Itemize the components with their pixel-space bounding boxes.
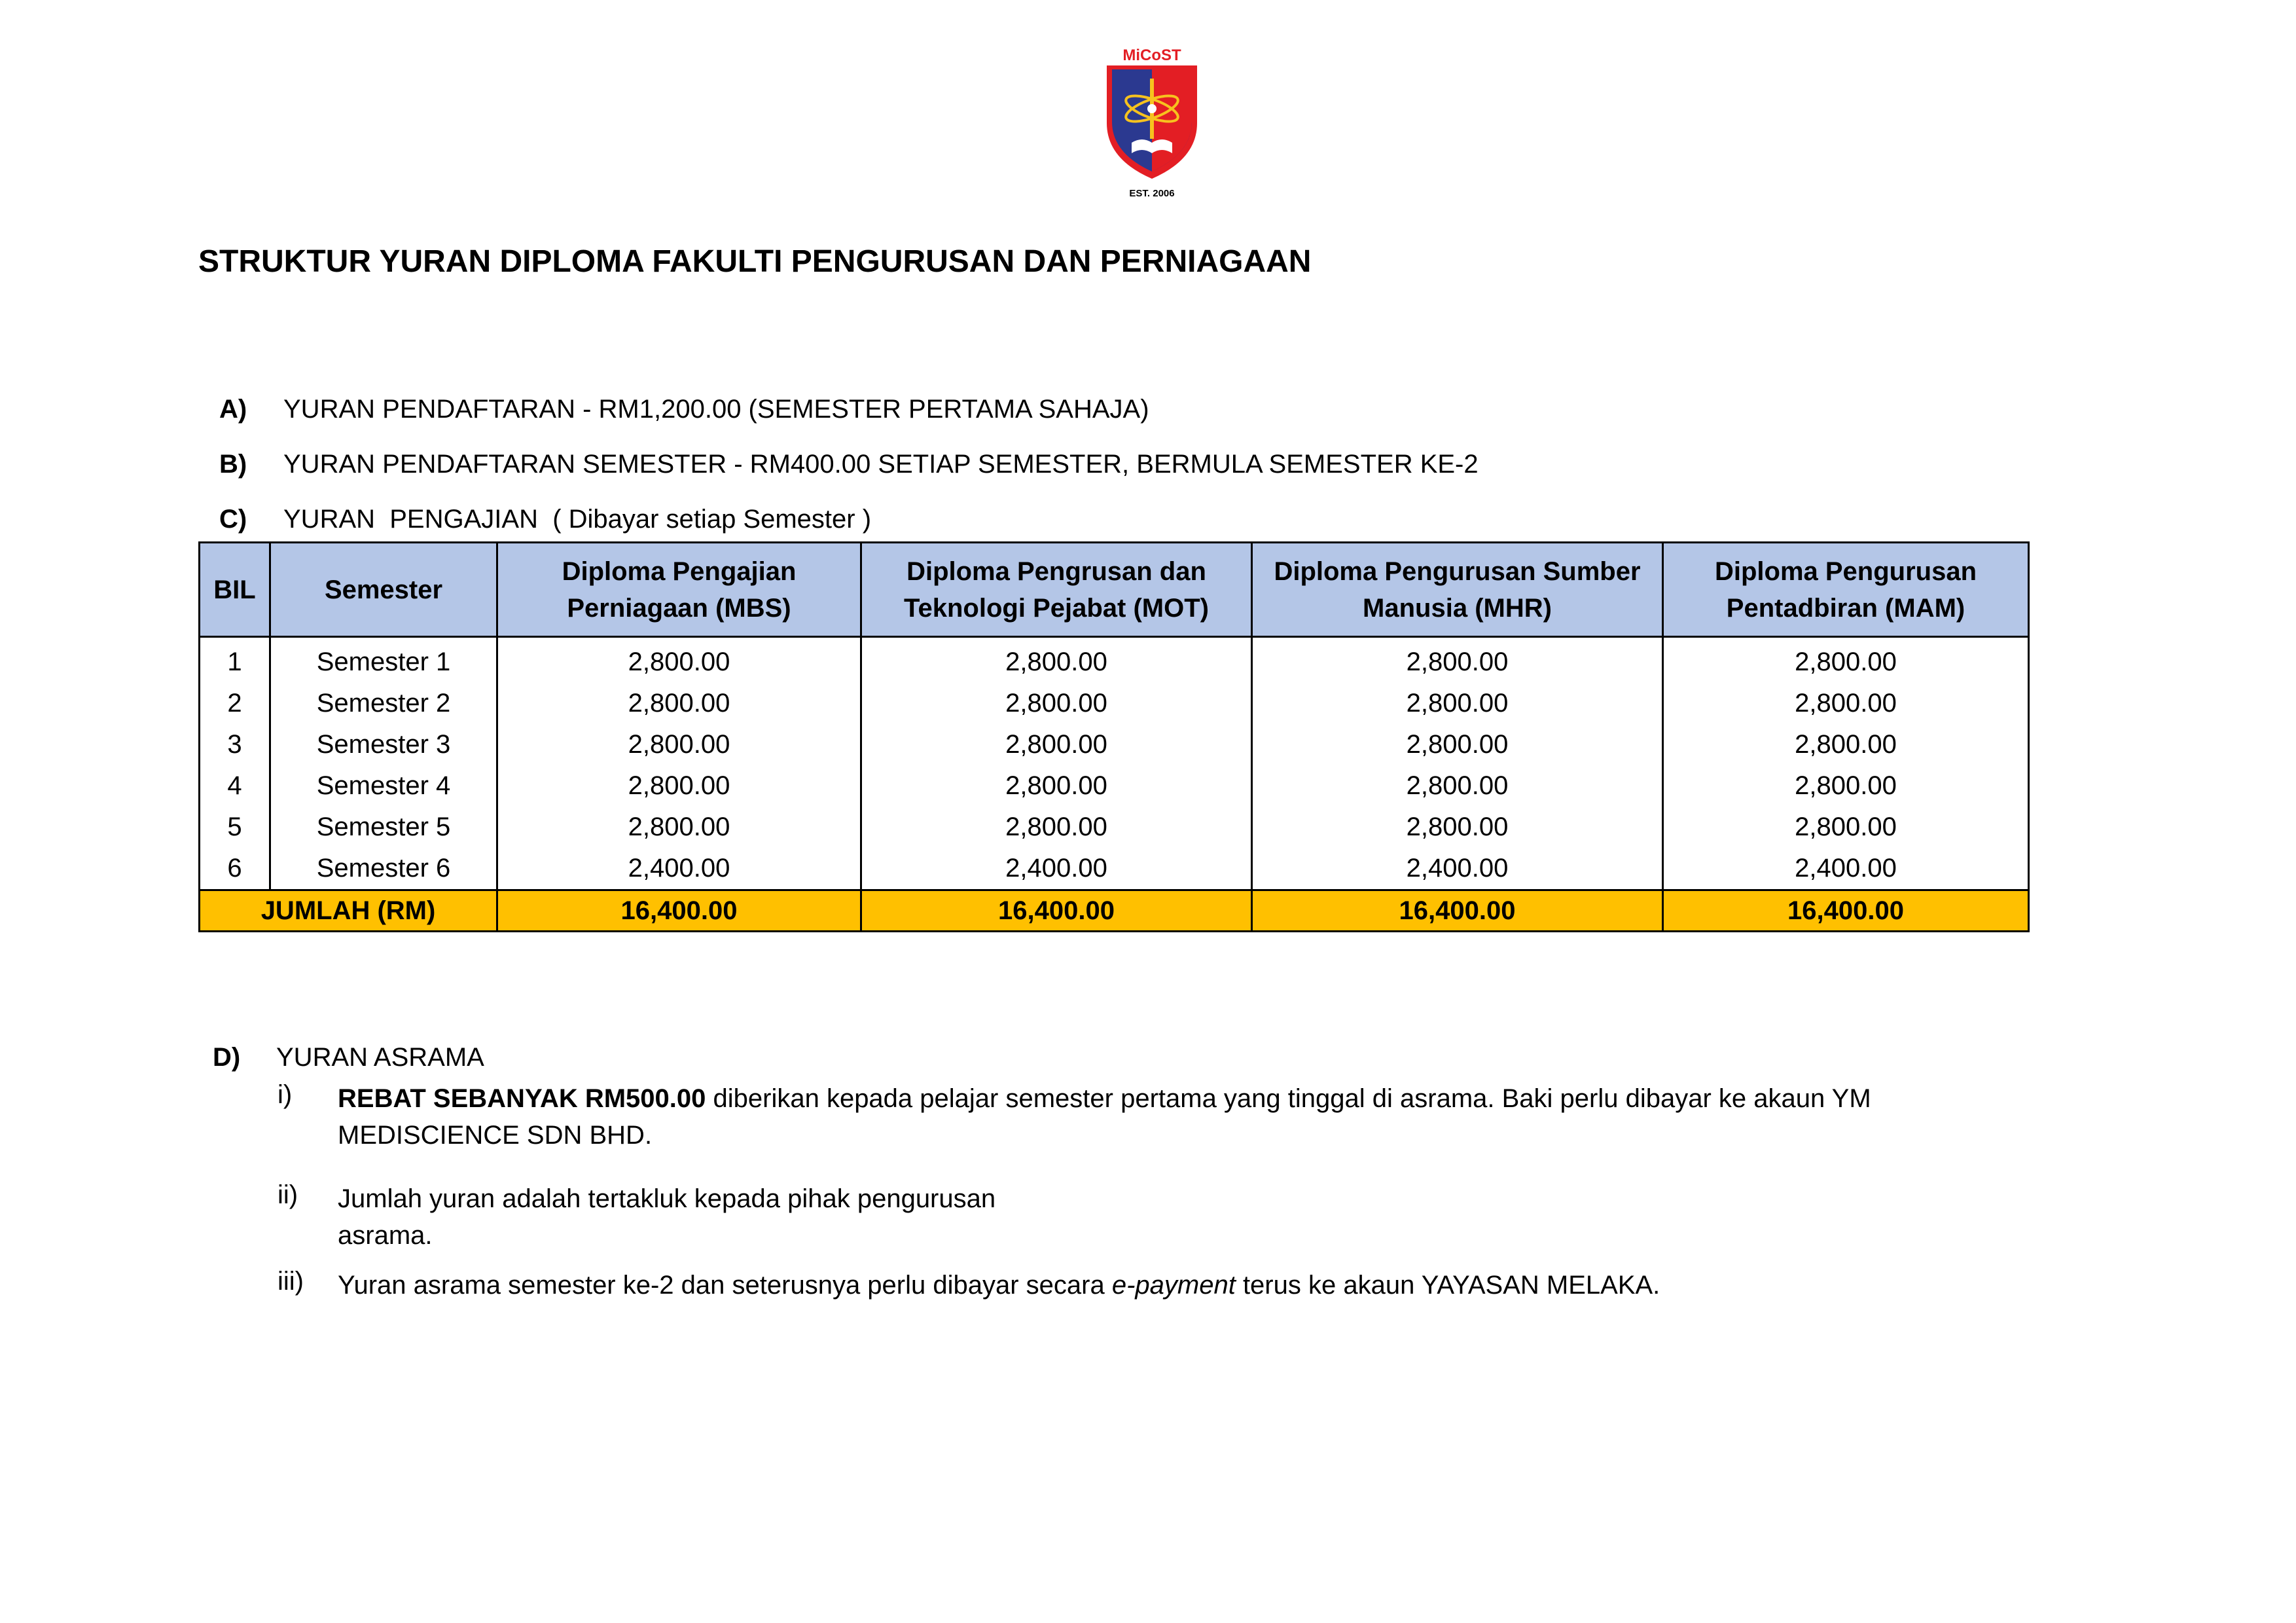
- cell-mbs: 2,400.00: [497, 848, 861, 890]
- item-text: [338, 1080, 1974, 1154]
- table-row: [200, 765, 2029, 807]
- section-a-text: YURAN PENDAFTARAN - RM1,200.00 (SEMESTER PERTAMA SAHAJA): [283, 395, 1149, 424]
- table-row: [200, 683, 2029, 724]
- cell-mam: 2,800.00: [1663, 724, 2029, 765]
- cell-mhr: 2,800.00: [1252, 724, 1663, 765]
- cell-mhr: 2,400.00: [1252, 848, 1663, 890]
- cell-mam: 2,800.00: [1663, 683, 2029, 724]
- header-mhr: [1252, 543, 1663, 637]
- item-text: [338, 1267, 1974, 1304]
- cell-mhr: 2,800.00: [1252, 637, 1663, 684]
- cell-mot: 2,800.00: [861, 807, 1252, 848]
- header-mam-line1: Diploma Pengurusan: [1714, 556, 1977, 586]
- item-italic-text: e-payment: [1111, 1271, 1236, 1300]
- total-mam: 16,400.00: [1663, 890, 2029, 932]
- item-text: Jumlah yuran adalah tertakluk kepada pihak pengurusan asrama.: [338, 1184, 996, 1250]
- fee-table: [198, 541, 2030, 932]
- cell-bil: 5: [200, 807, 270, 848]
- section-d-title: YURAN ASRAMA: [276, 1043, 484, 1072]
- header-mbs-line1: Diploma Pengajian: [562, 556, 797, 586]
- cell-mot: 2,800.00: [861, 637, 1252, 684]
- cell-mam: 2,800.00: [1663, 637, 2029, 684]
- header-mam: [1663, 543, 2029, 637]
- total-mhr: 16,400.00: [1252, 890, 1663, 932]
- item-number: ii): [278, 1180, 298, 1209]
- table-header-row: [200, 543, 2029, 637]
- cell-semester: Semester 5: [270, 807, 497, 848]
- cell-semester: Semester 1: [270, 637, 497, 684]
- cell-bil: 2: [200, 683, 270, 724]
- header-mbs: [497, 543, 861, 637]
- cell-mbs: 2,800.00: [497, 807, 861, 848]
- cell-mot: 2,800.00: [861, 765, 1252, 807]
- header-mhr-line2: Manusia (MHR): [1363, 593, 1552, 623]
- micost-logo: [1103, 45, 1201, 202]
- cell-mbs: 2,800.00: [497, 683, 861, 724]
- cell-bil: 4: [200, 765, 270, 807]
- cell-mam: 2,800.00: [1663, 807, 2029, 848]
- cell-mbs: 2,800.00: [497, 637, 861, 684]
- header-mhr-line1: Diploma Pengurusan Sumber: [1274, 556, 1641, 586]
- section-b-text: YURAN PENDAFTARAN SEMESTER - RM400.00 SETIAP SEMESTER, BERMULA SEMESTER KE-2: [283, 450, 1479, 479]
- item-text-after: terus ke akaun YAYASAN MELAKA.: [1235, 1271, 1660, 1300]
- section-c-letter: C): [219, 505, 247, 534]
- header-mam-line2: Pentadbiran (MAM): [1726, 593, 1965, 623]
- header-semester: Semester: [270, 543, 497, 637]
- cell-mot: 2,400.00: [861, 848, 1252, 890]
- item-number: iii): [278, 1267, 304, 1296]
- total-label: JUMLAH (RM): [200, 890, 497, 932]
- header-mot-line1: Diploma Pengrusan dan: [906, 556, 1206, 586]
- total-mbs: 16,400.00: [497, 890, 861, 932]
- header-mbs-line2: Perniagaan (MBS): [567, 593, 791, 623]
- item-rest-text: diberikan kepada pelajar semester pertama yang tinggal di asrama. Baki perlu dibayar ke akaun YM MEDISCIENCE SDN BHD.: [338, 1084, 1871, 1150]
- cell-semester: Semester 3: [270, 724, 497, 765]
- svg-text:MiCoST: MiCoST: [1122, 46, 1181, 64]
- cell-semester: Semester 6: [270, 848, 497, 890]
- header-mot: [861, 543, 1252, 637]
- header-bil: BIL: [200, 543, 270, 637]
- cell-mbs: 2,800.00: [497, 724, 861, 765]
- cell-mam: 2,800.00: [1663, 765, 2029, 807]
- cell-mhr: 2,800.00: [1252, 683, 1663, 724]
- table-row: [200, 637, 2029, 684]
- cell-semester: Semester 4: [270, 765, 497, 807]
- item-bold-text: REBAT SEBANYAK RM500.00: [338, 1084, 706, 1113]
- table-row: [200, 724, 2029, 765]
- total-mot: 16,400.00: [861, 890, 1252, 932]
- table-row: [200, 848, 2029, 890]
- cell-mot: 2,800.00: [861, 683, 1252, 724]
- cell-mhr: 2,800.00: [1252, 765, 1663, 807]
- header-mot-line2: Teknologi Pejabat (MOT): [904, 593, 1209, 623]
- item-text-before: Yuran asrama semester ke-2 dan seterusnya perlu dibayar secara: [338, 1271, 1112, 1300]
- page-title: STRUKTUR YURAN DIPLOMA FAKULTI PENGURUSAN DAN PERNIAGAAN: [198, 244, 1312, 279]
- cell-mbs: 2,800.00: [497, 765, 861, 807]
- section-d-letter: D): [213, 1043, 241, 1072]
- section-c-text: YURAN PENGAJIAN ( Dibayar setiap Semester ): [283, 505, 872, 534]
- table-total-row: [200, 890, 2029, 932]
- item-number: i): [278, 1080, 293, 1109]
- cell-mhr: 2,800.00: [1252, 807, 1663, 848]
- cell-semester: Semester 2: [270, 683, 497, 724]
- table-row: [200, 807, 2029, 848]
- cell-bil: 1: [200, 637, 270, 684]
- section-b-letter: B): [219, 450, 247, 479]
- cell-mam: 2,400.00: [1663, 848, 2029, 890]
- micost-crest-icon: [1103, 45, 1201, 202]
- cell-mot: 2,800.00: [861, 724, 1252, 765]
- cell-bil: 3: [200, 724, 270, 765]
- cell-bil: 6: [200, 848, 270, 890]
- logo-established: EST. 2006: [1129, 188, 1175, 199]
- section-a-letter: A): [219, 395, 247, 424]
